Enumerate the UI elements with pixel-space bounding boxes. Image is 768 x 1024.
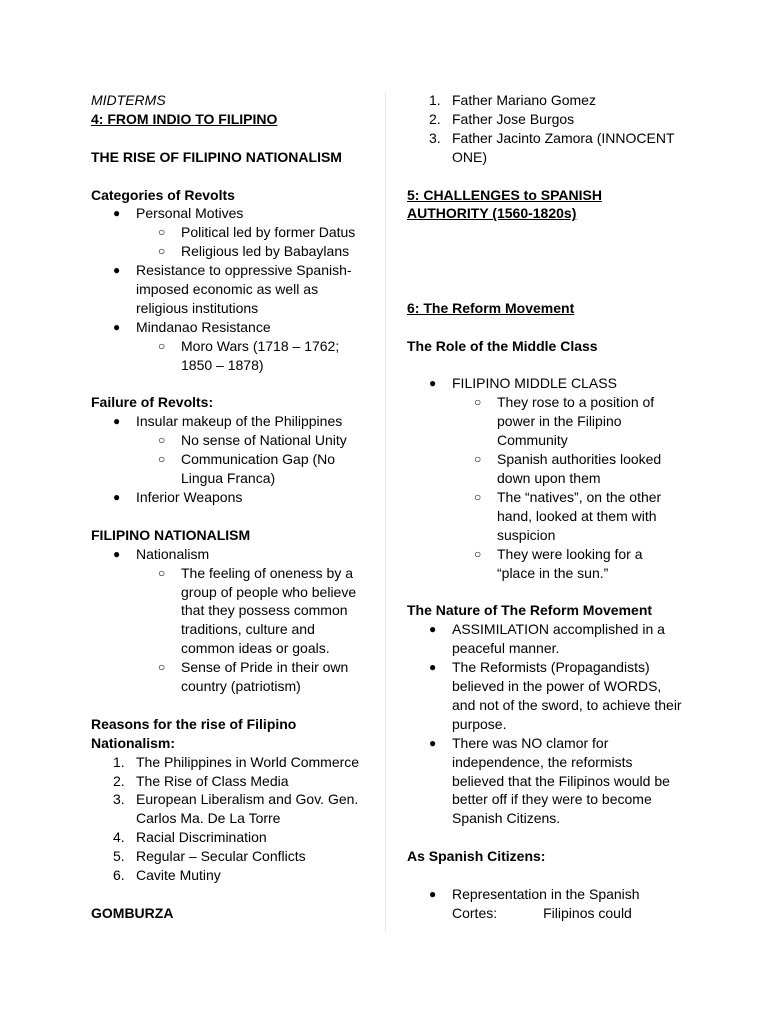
right-column — [407, 91, 682, 923]
bullet-icon: ● — [113, 414, 121, 429]
categories-heading: Categories of Revolts — [91, 186, 235, 203]
list-item: ● FILIPINO MIDDLE CLASS — [429, 375, 617, 392]
citizens-list — [407, 885, 682, 923]
list-item: ○ Sense of Pride in their own country (patriotism) — [158, 659, 349, 695]
list-item: ● Resistance to oppressive Spanish-imposed economic as well as religious institutions — [113, 262, 352, 316]
chapter-4-heading: 4: FROM INDIO TO FILIPINO — [91, 110, 278, 127]
priests-list — [407, 91, 682, 167]
list-item: ○ They rose to a position of power in the Filipino Community — [474, 394, 655, 449]
bullet-icon: ● — [113, 206, 121, 221]
bullet-icon: ● — [429, 886, 437, 901]
midterms-label: MIDTERMS — [91, 92, 166, 108]
chapter-5-heading: 5: CHALLENGES to SPANISH AUTHORITY (1560-1820s) — [407, 186, 602, 222]
list-item: ● ASSIMILATION accomplished in a peaceful manner. — [429, 621, 665, 657]
bullet-icon: ● — [429, 735, 437, 750]
column-divider — [385, 93, 386, 931]
categories-list — [91, 204, 371, 374]
bullet-icon: ● — [113, 263, 121, 278]
list-item: 6. Cavite Mutiny — [113, 867, 221, 884]
list-item: ● Representation in the Spanish Cortes: Filipinos could — [429, 885, 640, 921]
rise-heading: THE RISE OF FILIPINO NATIONALISM — [91, 148, 342, 165]
list-item: ○ Moro Wars (1718 – 1762; 1850 – 1878) — [158, 337, 340, 373]
list-item: ○ Religious led by Babaylans — [158, 243, 350, 260]
bullet-icon: ● — [429, 376, 437, 391]
circle-bullet-icon: ○ — [158, 338, 166, 353]
nationalism-heading: FILIPINO NATIONALISM — [91, 526, 251, 543]
bullet-icon: ● — [113, 319, 121, 334]
list-item: 2. Father Jose Burgos — [429, 110, 575, 127]
circle-bullet-icon: ○ — [474, 395, 482, 410]
circle-bullet-icon: ○ — [474, 546, 482, 561]
list-item: 4. Racial Discrimination — [113, 829, 267, 846]
list-item: 3. European Liberalism and Gov. Gen. Carlos Ma. De La Torre — [113, 791, 359, 827]
circle-bullet-icon: ○ — [474, 489, 482, 504]
reasons-heading: Reasons for the rise of Filipino Nationalism: — [91, 715, 297, 751]
list-item: ○ Communication Gap (No Lingua Franca) — [158, 451, 336, 487]
bullet-icon: ● — [113, 546, 121, 561]
list-item: ● Inferior Weapons — [113, 488, 243, 505]
list-item: ○ No sense of National Unity — [158, 432, 347, 449]
list-item: ● The Reformists (Propagandists) believed in the power of WORDS, and not of the sword, to achieve their purpose. — [429, 659, 682, 732]
bullet-icon: ● — [429, 622, 437, 637]
failure-list — [91, 412, 371, 507]
circle-bullet-icon: ○ — [158, 244, 166, 259]
nationalism-list — [91, 545, 371, 696]
bullet-icon: ● — [429, 660, 437, 675]
circle-bullet-icon: ○ — [158, 225, 166, 240]
reasons-list — [91, 753, 371, 885]
list-item: 2. The Rise of Class Media — [113, 772, 289, 789]
list-item: ● Mindanao Resistance — [113, 318, 271, 335]
list-item: ● There was NO clamor for independence, the reformists believed that the Filipinos would be better off if they were to become Spanish Citizens. — [429, 734, 670, 827]
list-item: ○ The “natives”, on the other hand, looked at them with suspicion — [474, 488, 662, 543]
nature-heading: The Nature of The Reform Movement — [407, 602, 653, 619]
middle-class-heading: The Role of the Middle Class — [407, 337, 598, 354]
list-item: ○ The feeling of oneness by a group of people who believe that they possess common traditions, culture and common ideas or goals. — [158, 564, 357, 657]
list-item: 5. Regular – Secular Conflicts — [113, 848, 306, 865]
left-column — [91, 91, 371, 923]
list-item: ○ They were looking for a “place in the sun.” — [474, 545, 643, 581]
list-item: ● Personal Motives — [113, 205, 244, 222]
circle-bullet-icon: ○ — [158, 433, 166, 448]
list-item: ● Nationalism — [113, 545, 210, 562]
list-item: ○ Political led by former Datus — [158, 224, 356, 241]
list-item: 1. The Philippines in World Commerce — [113, 753, 360, 770]
list-item: ○ Spanish authorities looked down upon them — [474, 451, 662, 487]
chapter-6-heading: 6: The Reform Movement — [407, 299, 575, 316]
list-item: 3. Father Jacinto Zamora (INNOCENT ONE) — [429, 129, 675, 165]
failure-heading: Failure of Revolts: — [91, 394, 214, 411]
circle-bullet-icon: ○ — [158, 660, 166, 675]
nature-list — [407, 620, 682, 828]
list-item: ● Insular makeup of the Philippines — [113, 413, 343, 430]
gomburza-heading: GOMBURZA — [91, 904, 174, 921]
circle-bullet-icon: ○ — [158, 565, 166, 580]
circle-bullet-icon: ○ — [474, 452, 482, 467]
bullet-icon: ● — [113, 489, 121, 504]
middle-class-list — [407, 374, 682, 582]
list-item: 1. Father Mariano Gomez — [429, 92, 596, 108]
circle-bullet-icon: ○ — [158, 452, 166, 467]
citizens-heading: As Spanish Citizens: — [407, 848, 546, 865]
